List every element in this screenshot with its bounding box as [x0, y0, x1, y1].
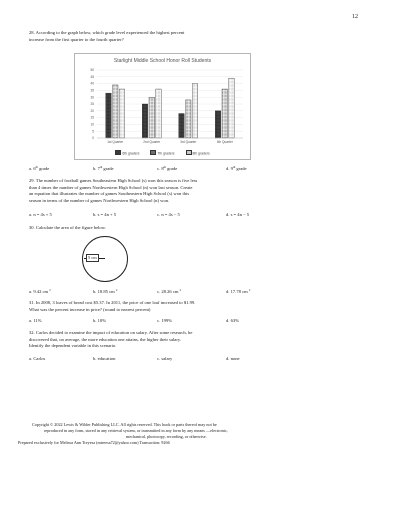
- footer-line-4: Prepared exclusively for Melissa Ann Treyesa (mtreesa72@yahoo.com) Transaction: 9266: [18, 440, 170, 445]
- y-tick-label: 35: [90, 88, 94, 93]
- question-32: [29, 330, 329, 350]
- option-b-text: b. 7: [93, 166, 100, 171]
- option-c-sup: th: [163, 165, 166, 170]
- page-number: 12: [352, 14, 358, 20]
- chart-title: Starlight Middle School Honor Roll Students: [113, 58, 212, 64]
- bar-8th-graders-4: [229, 78, 235, 138]
- chart-legend: [75, 150, 250, 156]
- option-a[interactable]: a. Carlos: [29, 356, 46, 361]
- x-tick-label: 1st Quarter: [107, 140, 124, 144]
- option-a-sup: th: [35, 165, 38, 170]
- option-d[interactable]: [226, 289, 250, 294]
- y-tick-label: 15: [90, 115, 94, 120]
- y-tick-label: 45: [90, 74, 94, 79]
- legend-label-8th: 8th graders: [192, 151, 210, 156]
- option-c[interactable]: [157, 289, 181, 294]
- option-a[interactable]: [29, 166, 49, 171]
- legend-item-8th: [186, 150, 210, 156]
- option-b[interactable]: b. 10%: [93, 318, 107, 323]
- y-tick-label: 30: [90, 95, 94, 100]
- question-31-line-2: What was the percent increase in price? (round to nearest percent): [29, 306, 151, 312]
- question-28: [29, 30, 329, 43]
- option-c-sup: 2: [179, 288, 182, 293]
- option-a-suffix: grade: [37, 166, 50, 171]
- legend-swatch-8th: [186, 150, 192, 155]
- y-tick-label: 0: [92, 136, 94, 141]
- option-d-sup: th: [232, 165, 236, 170]
- footer-line-3: mechanical, photocopy, recording, or otherwise.: [126, 434, 207, 439]
- option-b-text: b. 18.85 cm: [93, 289, 115, 294]
- option-d[interactable]: d. 63%: [226, 318, 240, 323]
- question-29-line-3: an equation that illustrates the number of games Southeastern High School (s) won this: [29, 191, 190, 197]
- question-29: [29, 178, 329, 204]
- chart-canvas: [75, 54, 250, 159]
- option-d[interactable]: [226, 166, 247, 171]
- option-c[interactable]: c. n = 4s − 5: [157, 212, 180, 217]
- question-32-line-1: 32. Carlos decided to examine the impact of education on salary. After some research, he: [29, 330, 193, 335]
- bar-7th-graders-4: [222, 89, 228, 138]
- legend-label-6th: 6th graders: [122, 151, 140, 156]
- bar-6th-graders-1: [106, 93, 112, 138]
- legend-item-6th: [115, 150, 139, 156]
- question-32-line-2: discovered that, on average, the more education one attains, the higher their salary.: [29, 336, 182, 342]
- question-28-line-1: 28. According to the graph below, which grade level experienced the highest percent: [29, 30, 185, 35]
- bar-7th-graders-3: [186, 100, 192, 138]
- x-tick-label: 3rd Quarter: [180, 140, 197, 144]
- y-tick-label: 10: [90, 122, 94, 127]
- option-b-sup: th: [99, 165, 103, 170]
- question-28-line-2: increase from the first quarter to the fourth quarter?: [29, 36, 124, 42]
- x-tick-label: 4th Quarter: [216, 140, 233, 144]
- option-a[interactable]: a. n = 4s + 5: [29, 212, 52, 217]
- legend-item-7th: [150, 150, 174, 156]
- option-c-suffix: grade: [165, 166, 178, 171]
- bar-6th-graders-2: [142, 104, 148, 138]
- question-31: [29, 300, 329, 313]
- y-tick-label: 20: [90, 108, 94, 113]
- honor-roll-chart: [74, 53, 251, 160]
- radius-label: 5 cm: [88, 255, 97, 260]
- option-c-text: c. 8: [157, 166, 164, 171]
- y-tick-label: 25: [90, 102, 94, 107]
- question-29-line-4: season in terms of the number of games Northwestern High School (n) won.: [29, 197, 170, 203]
- option-d-text: d. 9: [226, 166, 233, 171]
- option-c[interactable]: c. salary: [157, 356, 173, 361]
- option-d-suffix: grade: [235, 166, 247, 171]
- option-a[interactable]: [29, 289, 51, 294]
- option-d[interactable]: d. none: [226, 356, 240, 361]
- option-c[interactable]: [157, 166, 177, 171]
- bar-7th-graders-1: [113, 85, 119, 138]
- bar-6th-graders-4: [215, 111, 221, 138]
- bar-8th-graders-1: [119, 89, 125, 138]
- option-b[interactable]: [93, 289, 117, 294]
- question-31-line-1: 31. In 2008, 3 loaves of bread cost $5.37. In 2011, the price of one loaf increased to $1.99.: [29, 300, 196, 305]
- option-a-text: a. 6: [29, 166, 36, 171]
- option-c-text: c. 28.26 cm: [157, 289, 179, 294]
- footer-line-1: Copyright © 2022 Lewis & Wilder Publishing LLC. All rights reserved. This book or parts thereof may not be: [32, 422, 217, 427]
- option-b[interactable]: [93, 166, 114, 171]
- legend-label-7th: 7th graders: [157, 151, 175, 156]
- bar-8th-graders-3: [192, 84, 198, 138]
- footer-line-2: reproduced in any form, stored in any retrieval system, or transmitted in any form by any means —electronic,: [44, 428, 228, 433]
- option-a-text: a. 9.42 cm: [29, 289, 49, 294]
- question-30-line-1: 30. Calculate the area of the figure below.: [29, 225, 106, 230]
- legend-swatch-7th: [150, 150, 156, 155]
- option-b-sup: 2: [115, 288, 118, 293]
- option-b[interactable]: b. s = 4n + 5: [93, 212, 117, 217]
- bar-6th-graders-3: [179, 114, 185, 138]
- option-c[interactable]: c. 199%: [157, 318, 173, 323]
- question-32-line-3: Identify the dependent variable in this scenario.: [29, 343, 117, 349]
- question-29-line-2: than 4 times the number of games Northwestern High School (n) won last season. Create: [29, 184, 193, 190]
- bar-7th-graders-2: [149, 97, 155, 138]
- option-a-sup: 2: [49, 288, 51, 293]
- option-d-sup: 2: [248, 288, 251, 293]
- bar-8th-graders-2: [156, 89, 162, 138]
- question-30: [29, 225, 329, 232]
- y-tick-label: 50: [90, 68, 94, 73]
- option-d[interactable]: d. s = 4n − 5: [226, 212, 250, 217]
- option-b[interactable]: b. education: [93, 356, 116, 361]
- legend-swatch-6th: [115, 150, 121, 155]
- option-b-suffix: grade: [102, 166, 114, 171]
- option-d-text: d. 17.78 cm: [226, 289, 248, 294]
- option-a[interactable]: a. 11%: [29, 318, 42, 323]
- question-29-line-1: 29. The number of football games Southeastern High School (s) won this season is five less: [29, 178, 198, 183]
- y-tick-label: 5: [92, 129, 94, 134]
- y-tick-label: 40: [90, 81, 94, 86]
- x-tick-label: 2nd Quarter: [143, 140, 161, 144]
